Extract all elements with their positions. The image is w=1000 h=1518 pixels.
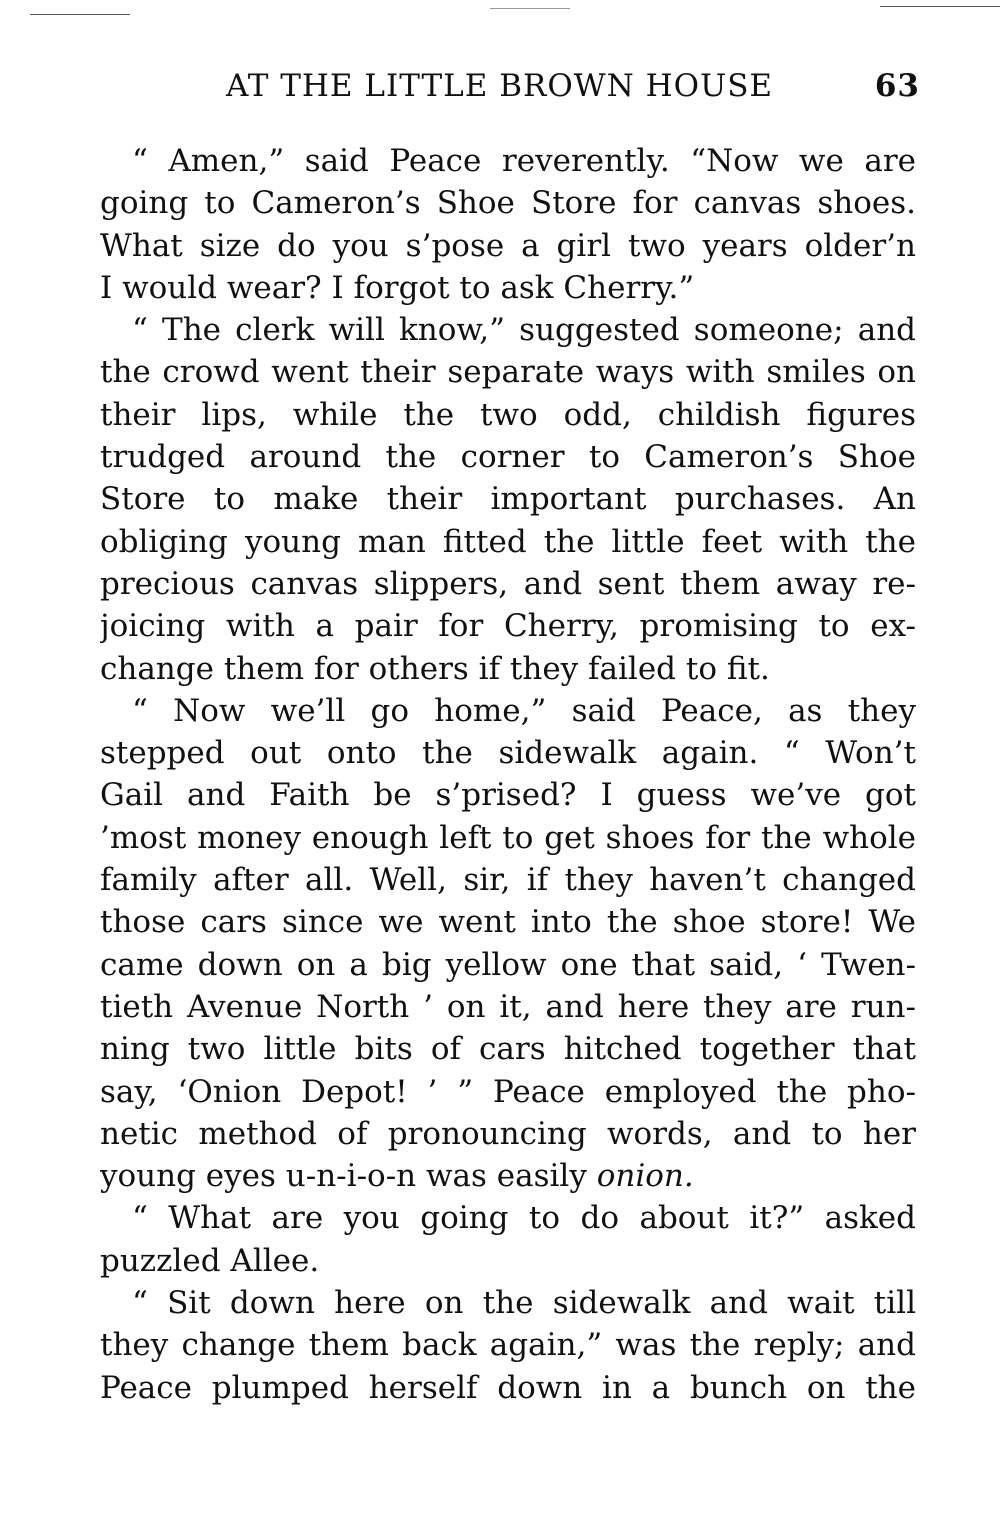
text-line: Store to make their important purchases. An: [100, 481, 916, 518]
running-title: AT THE LITTLE BROWN HOUSE: [226, 68, 774, 104]
text-line: ’most money enough left to get shoes for the whole: [100, 819, 916, 856]
text-line: joicing with a pair for Cherry, promising to ex-: [100, 608, 916, 645]
scan-edge-mark: [490, 8, 570, 9]
text-line: ning two little bits of cars hitched together that: [100, 1031, 916, 1068]
text-line: precious canvas slippers, and sent them away re-: [100, 565, 916, 602]
scan-edge-mark: [880, 6, 1000, 7]
text-line: came down on a big yellow one that said, ‘ Twen-: [100, 946, 916, 983]
text-line: “ The clerk will know,” suggested someone; and: [132, 312, 916, 349]
text-line: Gail and Faith be s’prised? I guess we’ve got: [100, 777, 916, 814]
text-line: “ Sit down here on the sidewalk and wait till: [132, 1285, 916, 1322]
scan-edge-mark: [30, 14, 130, 15]
text-line: they change them back again,” was the reply; and: [100, 1327, 916, 1364]
text-line: tieth Avenue North ’ on it, and here they are run-: [100, 988, 916, 1025]
text-line: family after all. Well, sir, if they haven’t changed: [100, 862, 916, 899]
text-line: the crowd went their separate ways with smiles on: [100, 354, 916, 391]
text-line: “ Amen,” said Peace reverently. “Now we are: [132, 143, 916, 179]
text-line: [100, 1155, 916, 1197]
text-line: obliging young man fitted the little feet with the: [100, 523, 916, 560]
text-line: What size do you s’pose a girl two years older’n: [100, 227, 916, 264]
text-line: going to Cameron’s Shoe Store for canvas shoes.: [100, 185, 916, 222]
text-line: “ Now we’ll go home,” said Peace, as they: [132, 692, 916, 729]
italic-word: onion.: [596, 1158, 694, 1195]
text-line: I would wear? I forgot to ask Cherry.”: [100, 269, 695, 306]
text-line: say, ‘Onion Depot! ’ ” Peace employed the pho-: [100, 1073, 916, 1110]
text-line: puzzled Allee.: [100, 1242, 320, 1279]
body-text: [100, 140, 916, 1409]
text-line: stepped out onto the sidewalk again. “ Won’t: [100, 735, 916, 772]
text-line: trudged around the corner to Cameron’s Shoe: [100, 439, 916, 476]
text-line: Peace plumped herself down in a bunch on the: [100, 1369, 916, 1406]
text-line-roman: young eyes u-n-i-o-n was easily: [100, 1158, 597, 1195]
page-number: 63: [874, 68, 920, 104]
text-line: “ What are you going to do about it?” asked: [132, 1200, 916, 1237]
text-line: netic method of pronouncing words, and to her: [100, 1115, 916, 1152]
text-line: those cars since we went into the shoe store! We: [100, 904, 916, 941]
running-header: [100, 68, 920, 108]
text-line: change them for others if they failed to fit.: [100, 650, 770, 687]
text-line: their lips, while the two odd, childish figures: [100, 396, 916, 433]
